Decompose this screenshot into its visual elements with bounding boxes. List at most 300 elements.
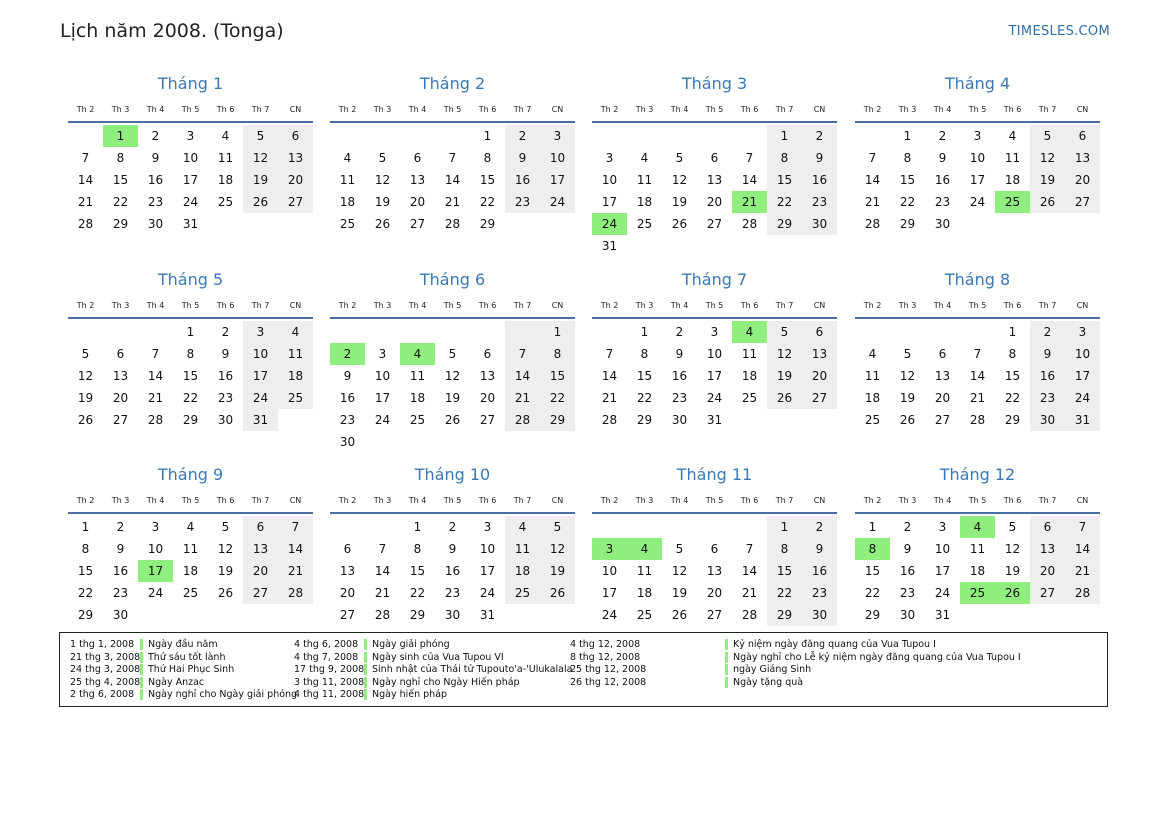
day-cell[interactable]: 5 — [675, 151, 684, 165]
day-cell[interactable]: 7 — [745, 542, 754, 556]
day-cell[interactable]: 8 — [1008, 347, 1017, 361]
day-cell[interactable]: 30 — [444, 608, 461, 622]
day-cell[interactable]: 23 — [514, 195, 531, 209]
day-cell[interactable]: 9 — [815, 151, 824, 165]
day-cell[interactable]: 2 — [151, 129, 160, 143]
day-cell[interactable]: 11 — [1004, 151, 1021, 165]
day-cell[interactable]: 27 — [811, 391, 828, 405]
day-cell[interactable]: 6 — [938, 347, 947, 361]
day-cell[interactable]: 8 — [780, 151, 789, 165]
day-cell[interactable]: 31 — [252, 413, 269, 427]
day-cell[interactable]: 13 — [252, 542, 269, 556]
day-cell[interactable]: 29 — [899, 217, 916, 231]
day-cell[interactable]: 1 — [81, 520, 90, 534]
day-cell[interactable]: 11 — [741, 347, 758, 361]
day-cell[interactable]: 25 — [514, 586, 531, 600]
day-cell[interactable]: 1 — [483, 129, 492, 143]
day-cell[interactable]: 9 — [938, 151, 947, 165]
day-cell[interactable]: 23 — [444, 586, 461, 600]
day-cell[interactable]: 24 — [479, 586, 496, 600]
day-cell[interactable]: 11 — [339, 173, 356, 187]
day-cell[interactable]: 27 — [409, 217, 426, 231]
day-cell[interactable]: 8 — [780, 542, 789, 556]
day-cell[interactable]: 4 — [640, 151, 649, 165]
day-cell[interactable]: 25 — [636, 608, 653, 622]
day-cell[interactable]: 2 — [221, 325, 230, 339]
day-cell[interactable]: 11 — [287, 347, 304, 361]
day-cell[interactable]: 9 — [1043, 347, 1052, 361]
day-cell[interactable]: 15 — [776, 173, 793, 187]
day-cell[interactable]: 17 — [601, 586, 618, 600]
day-cell[interactable]: 21 — [287, 564, 304, 578]
day-cell[interactable]: 24 — [934, 586, 951, 600]
day-cell[interactable]: 17 — [252, 369, 269, 383]
day-cell[interactable]: 27 — [287, 195, 304, 209]
day-cell[interactable]: 29 — [77, 608, 94, 622]
day-cell[interactable]: 10 — [1074, 347, 1091, 361]
day-cell[interactable]: 26 — [549, 586, 566, 600]
day-cell[interactable]: 24 — [1074, 391, 1091, 405]
day-cell[interactable]: 31 — [479, 608, 496, 622]
day-cell[interactable]: 21 — [969, 391, 986, 405]
day-cell[interactable]: 2 — [518, 129, 527, 143]
day-cell[interactable]: 12 — [671, 564, 688, 578]
day-cell[interactable]: 24 — [252, 391, 269, 405]
day-cell[interactable]: 3 — [1078, 325, 1087, 339]
day-cell[interactable]: 10 — [374, 369, 391, 383]
day-cell[interactable]: 22 — [77, 586, 94, 600]
day-cell[interactable]: 5 — [1008, 520, 1017, 534]
day-cell[interactable]: 26 — [671, 217, 688, 231]
day-cell[interactable]: 25 — [339, 217, 356, 231]
day-cell[interactable]: 12 — [549, 542, 566, 556]
day-cell[interactable]: 6 — [291, 129, 300, 143]
day-cell[interactable]: 26 — [374, 217, 391, 231]
day-cell[interactable]: 9 — [116, 542, 125, 556]
day-cell[interactable]: 15 — [549, 369, 566, 383]
holiday-day-cell[interactable]: 8 — [855, 538, 890, 560]
day-cell[interactable]: 13 — [479, 369, 496, 383]
day-cell[interactable]: 25 — [217, 195, 234, 209]
day-cell[interactable]: 19 — [671, 586, 688, 600]
day-cell[interactable]: 25 — [864, 413, 881, 427]
day-cell[interactable]: 3 — [151, 520, 160, 534]
day-cell[interactable]: 2 — [815, 129, 824, 143]
day-cell[interactable]: 7 — [151, 347, 160, 361]
day-cell[interactable]: 14 — [864, 173, 881, 187]
holiday-day-cell[interactable]: 21 — [732, 191, 767, 213]
day-cell[interactable]: 15 — [112, 173, 129, 187]
day-cell[interactable]: 29 — [864, 608, 881, 622]
day-cell[interactable]: 31 — [601, 239, 618, 253]
day-cell[interactable]: 17 — [549, 173, 566, 187]
day-cell[interactable]: 17 — [934, 564, 951, 578]
day-cell[interactable]: 30 — [217, 413, 234, 427]
day-cell[interactable]: 28 — [969, 413, 986, 427]
day-cell[interactable]: 20 — [1074, 173, 1091, 187]
day-cell[interactable]: 20 — [934, 391, 951, 405]
day-cell[interactable]: 2 — [903, 520, 912, 534]
day-cell[interactable]: 7 — [868, 151, 877, 165]
day-cell[interactable]: 22 — [776, 195, 793, 209]
day-cell[interactable]: 11 — [217, 151, 234, 165]
day-cell[interactable]: 2 — [938, 129, 947, 143]
holiday-day-cell[interactable]: 4 — [400, 343, 435, 365]
day-cell[interactable]: 18 — [217, 173, 234, 187]
day-cell[interactable]: 5 — [448, 347, 457, 361]
day-cell[interactable]: 13 — [409, 173, 426, 187]
day-cell[interactable]: 19 — [1004, 564, 1021, 578]
day-cell[interactable]: 28 — [864, 217, 881, 231]
day-cell[interactable]: 27 — [706, 217, 723, 231]
day-cell[interactable]: 15 — [182, 369, 199, 383]
day-cell[interactable]: 13 — [339, 564, 356, 578]
day-cell[interactable]: 8 — [81, 542, 90, 556]
day-cell[interactable]: 14 — [374, 564, 391, 578]
holiday-day-cell[interactable]: 4 — [732, 321, 767, 343]
day-cell[interactable]: 29 — [479, 217, 496, 231]
day-cell[interactable]: 7 — [448, 151, 457, 165]
holiday-day-cell[interactable]: 1 — [103, 125, 138, 147]
day-cell[interactable]: 27 — [112, 413, 129, 427]
day-cell[interactable]: 11 — [636, 173, 653, 187]
day-cell[interactable]: 14 — [1074, 542, 1091, 556]
day-cell[interactable]: 1 — [553, 325, 562, 339]
day-cell[interactable]: 8 — [413, 542, 422, 556]
holiday-day-cell[interactable]: 4 — [627, 538, 662, 560]
day-cell[interactable]: 29 — [409, 608, 426, 622]
day-cell[interactable]: 24 — [182, 195, 199, 209]
day-cell[interactable]: 30 — [811, 217, 828, 231]
day-cell[interactable]: 16 — [671, 369, 688, 383]
day-cell[interactable]: 23 — [217, 391, 234, 405]
holiday-day-cell[interactable]: 25 — [995, 191, 1030, 213]
day-cell[interactable]: 5 — [780, 325, 789, 339]
day-cell[interactable]: 26 — [217, 586, 234, 600]
day-cell[interactable]: 15 — [77, 564, 94, 578]
day-cell[interactable]: 13 — [811, 347, 828, 361]
day-cell[interactable]: 7 — [973, 347, 982, 361]
day-cell[interactable]: 10 — [147, 542, 164, 556]
day-cell[interactable]: 18 — [741, 369, 758, 383]
day-cell[interactable]: 29 — [182, 413, 199, 427]
day-cell[interactable]: 25 — [182, 586, 199, 600]
day-cell[interactable]: 22 — [776, 586, 793, 600]
day-cell[interactable]: 31 — [706, 413, 723, 427]
holiday-day-cell[interactable]: 25 — [960, 582, 995, 604]
day-cell[interactable]: 26 — [1039, 195, 1056, 209]
day-cell[interactable]: 17 — [374, 391, 391, 405]
day-cell[interactable]: 20 — [339, 586, 356, 600]
day-cell[interactable]: 2 — [1043, 325, 1052, 339]
day-cell[interactable]: 2 — [815, 520, 824, 534]
day-cell[interactable]: 22 — [1004, 391, 1021, 405]
day-cell[interactable]: 21 — [601, 391, 618, 405]
day-cell[interactable]: 10 — [252, 347, 269, 361]
day-cell[interactable]: 5 — [903, 347, 912, 361]
day-cell[interactable]: 2 — [675, 325, 684, 339]
day-cell[interactable]: 30 — [671, 413, 688, 427]
day-cell[interactable]: 18 — [636, 586, 653, 600]
day-cell[interactable]: 20 — [706, 195, 723, 209]
day-cell[interactable]: 17 — [182, 173, 199, 187]
day-cell[interactable]: 12 — [217, 542, 234, 556]
day-cell[interactable]: 4 — [343, 151, 352, 165]
day-cell[interactable]: 17 — [479, 564, 496, 578]
day-cell[interactable]: 7 — [1078, 520, 1087, 534]
day-cell[interactable]: 14 — [601, 369, 618, 383]
day-cell[interactable]: 1 — [868, 520, 877, 534]
day-cell[interactable]: 20 — [409, 195, 426, 209]
day-cell[interactable]: 10 — [182, 151, 199, 165]
day-cell[interactable]: 14 — [969, 369, 986, 383]
day-cell[interactable]: 23 — [339, 413, 356, 427]
day-cell[interactable]: 28 — [77, 217, 94, 231]
day-cell[interactable]: 14 — [514, 369, 531, 383]
day-cell[interactable]: 28 — [374, 608, 391, 622]
day-cell[interactable]: 7 — [605, 347, 614, 361]
day-cell[interactable]: 11 — [182, 542, 199, 556]
day-cell[interactable]: 22 — [479, 195, 496, 209]
day-cell[interactable]: 5 — [221, 520, 230, 534]
day-cell[interactable]: 6 — [710, 542, 719, 556]
day-cell[interactable]: 10 — [601, 173, 618, 187]
day-cell[interactable]: 20 — [811, 369, 828, 383]
day-cell[interactable]: 2 — [116, 520, 125, 534]
day-cell[interactable]: 19 — [77, 391, 94, 405]
day-cell[interactable]: 24 — [969, 195, 986, 209]
day-cell[interactable]: 24 — [706, 391, 723, 405]
day-cell[interactable]: 15 — [864, 564, 881, 578]
day-cell[interactable]: 17 — [706, 369, 723, 383]
day-cell[interactable]: 11 — [864, 369, 881, 383]
day-cell[interactable]: 5 — [81, 347, 90, 361]
day-cell[interactable]: 31 — [1074, 413, 1091, 427]
day-cell[interactable]: 31 — [182, 217, 199, 231]
day-cell[interactable]: 10 — [549, 151, 566, 165]
day-cell[interactable]: 5 — [675, 542, 684, 556]
day-cell[interactable]: 12 — [1039, 151, 1056, 165]
day-cell[interactable]: 24 — [601, 608, 618, 622]
day-cell[interactable]: 30 — [112, 608, 129, 622]
day-cell[interactable]: 21 — [1074, 564, 1091, 578]
day-cell[interactable]: 15 — [1004, 369, 1021, 383]
day-cell[interactable]: 13 — [1039, 542, 1056, 556]
holiday-day-cell[interactable]: 4 — [960, 516, 995, 538]
day-cell[interactable]: 21 — [374, 586, 391, 600]
day-cell[interactable]: 17 — [1074, 369, 1091, 383]
day-cell[interactable]: 21 — [444, 195, 461, 209]
day-cell[interactable]: 3 — [553, 129, 562, 143]
day-cell[interactable]: 5 — [378, 151, 387, 165]
day-cell[interactable]: 16 — [217, 369, 234, 383]
day-cell[interactable]: 29 — [776, 608, 793, 622]
day-cell[interactable]: 23 — [112, 586, 129, 600]
day-cell[interactable]: 19 — [252, 173, 269, 187]
day-cell[interactable]: 22 — [409, 586, 426, 600]
day-cell[interactable]: 1 — [780, 129, 789, 143]
day-cell[interactable]: 30 — [1039, 413, 1056, 427]
day-cell[interactable]: 22 — [636, 391, 653, 405]
day-cell[interactable]: 8 — [903, 151, 912, 165]
day-cell[interactable]: 1 — [780, 520, 789, 534]
day-cell[interactable]: 4 — [291, 325, 300, 339]
day-cell[interactable]: 27 — [252, 586, 269, 600]
day-cell[interactable]: 23 — [899, 586, 916, 600]
day-cell[interactable]: 2 — [448, 520, 457, 534]
day-cell[interactable]: 4 — [1008, 129, 1017, 143]
day-cell[interactable]: 3 — [973, 129, 982, 143]
day-cell[interactable]: 12 — [77, 369, 94, 383]
day-cell[interactable]: 23 — [811, 586, 828, 600]
day-cell[interactable]: 27 — [479, 413, 496, 427]
day-cell[interactable]: 8 — [640, 347, 649, 361]
day-cell[interactable]: 1 — [903, 129, 912, 143]
day-cell[interactable]: 13 — [934, 369, 951, 383]
day-cell[interactable]: 26 — [899, 413, 916, 427]
day-cell[interactable]: 19 — [444, 391, 461, 405]
day-cell[interactable]: 29 — [112, 217, 129, 231]
day-cell[interactable]: 4 — [221, 129, 230, 143]
day-cell[interactable]: 15 — [899, 173, 916, 187]
day-cell[interactable]: 18 — [636, 195, 653, 209]
day-cell[interactable]: 28 — [287, 586, 304, 600]
day-cell[interactable]: 19 — [776, 369, 793, 383]
day-cell[interactable]: 28 — [1074, 586, 1091, 600]
day-cell[interactable]: 26 — [444, 413, 461, 427]
holiday-day-cell[interactable]: 2 — [330, 343, 365, 365]
day-cell[interactable]: 10 — [479, 542, 496, 556]
day-cell[interactable]: 9 — [221, 347, 230, 361]
day-cell[interactable]: 22 — [899, 195, 916, 209]
day-cell[interactable]: 19 — [217, 564, 234, 578]
day-cell[interactable]: 30 — [811, 608, 828, 622]
day-cell[interactable]: 12 — [252, 151, 269, 165]
day-cell[interactable]: 30 — [339, 435, 356, 449]
day-cell[interactable]: 8 — [116, 151, 125, 165]
day-cell[interactable]: 14 — [77, 173, 94, 187]
day-cell[interactable]: 19 — [374, 195, 391, 209]
day-cell[interactable]: 15 — [479, 173, 496, 187]
day-cell[interactable]: 9 — [151, 151, 160, 165]
day-cell[interactable]: 4 — [868, 347, 877, 361]
day-cell[interactable]: 5 — [1043, 129, 1052, 143]
day-cell[interactable]: 3 — [605, 151, 614, 165]
day-cell[interactable]: 18 — [514, 564, 531, 578]
day-cell[interactable]: 1 — [1008, 325, 1017, 339]
day-cell[interactable]: 16 — [811, 564, 828, 578]
day-cell[interactable]: 18 — [409, 391, 426, 405]
day-cell[interactable]: 12 — [899, 369, 916, 383]
day-cell[interactable]: 16 — [514, 173, 531, 187]
day-cell[interactable]: 10 — [601, 564, 618, 578]
day-cell[interactable]: 6 — [815, 325, 824, 339]
day-cell[interactable]: 29 — [776, 217, 793, 231]
day-cell[interactable]: 16 — [112, 564, 129, 578]
day-cell[interactable]: 6 — [710, 151, 719, 165]
day-cell[interactable]: 6 — [256, 520, 265, 534]
day-cell[interactable]: 6 — [343, 542, 352, 556]
day-cell[interactable]: 28 — [601, 413, 618, 427]
day-cell[interactable]: 15 — [409, 564, 426, 578]
day-cell[interactable]: 6 — [413, 151, 422, 165]
day-cell[interactable]: 8 — [483, 151, 492, 165]
day-cell[interactable]: 21 — [514, 391, 531, 405]
day-cell[interactable]: 24 — [549, 195, 566, 209]
day-cell[interactable]: 1 — [186, 325, 195, 339]
day-cell[interactable]: 28 — [444, 217, 461, 231]
day-cell[interactable]: 17 — [601, 195, 618, 209]
day-cell[interactable]: 3 — [256, 325, 265, 339]
day-cell[interactable]: 28 — [741, 608, 758, 622]
day-cell[interactable]: 16 — [934, 173, 951, 187]
day-cell[interactable]: 27 — [934, 413, 951, 427]
day-cell[interactable]: 15 — [776, 564, 793, 578]
day-cell[interactable]: 3 — [710, 325, 719, 339]
day-cell[interactable]: 29 — [1004, 413, 1021, 427]
day-cell[interactable]: 23 — [934, 195, 951, 209]
day-cell[interactable]: 16 — [811, 173, 828, 187]
day-cell[interactable]: 9 — [448, 542, 457, 556]
day-cell[interactable]: 22 — [864, 586, 881, 600]
day-cell[interactable]: 12 — [671, 173, 688, 187]
day-cell[interactable]: 22 — [549, 391, 566, 405]
day-cell[interactable]: 19 — [549, 564, 566, 578]
day-cell[interactable]: 11 — [409, 369, 426, 383]
day-cell[interactable]: 13 — [1074, 151, 1091, 165]
day-cell[interactable]: 18 — [182, 564, 199, 578]
day-cell[interactable]: 26 — [671, 608, 688, 622]
day-cell[interactable]: 16 — [147, 173, 164, 187]
day-cell[interactable]: 24 — [147, 586, 164, 600]
day-cell[interactable]: 1 — [640, 325, 649, 339]
day-cell[interactable]: 28 — [514, 413, 531, 427]
day-cell[interactable]: 26 — [252, 195, 269, 209]
holiday-day-cell[interactable]: 3 — [592, 538, 627, 560]
day-cell[interactable]: 11 — [514, 542, 531, 556]
day-cell[interactable]: 14 — [444, 173, 461, 187]
day-cell[interactable]: 29 — [549, 413, 566, 427]
day-cell[interactable]: 13 — [112, 369, 129, 383]
day-cell[interactable]: 8 — [186, 347, 195, 361]
day-cell[interactable]: 20 — [1039, 564, 1056, 578]
day-cell[interactable]: 14 — [147, 369, 164, 383]
day-cell[interactable]: 12 — [374, 173, 391, 187]
day-cell[interactable]: 20 — [706, 586, 723, 600]
day-cell[interactable]: 23 — [1039, 391, 1056, 405]
day-cell[interactable]: 25 — [741, 391, 758, 405]
day-cell[interactable]: 10 — [706, 347, 723, 361]
day-cell[interactable]: 6 — [1043, 520, 1052, 534]
day-cell[interactable]: 14 — [287, 542, 304, 556]
day-cell[interactable]: 13 — [706, 564, 723, 578]
holiday-day-cell[interactable]: 26 — [995, 582, 1030, 604]
holiday-day-cell[interactable]: 17 — [138, 560, 173, 582]
day-cell[interactable]: 14 — [741, 173, 758, 187]
day-cell[interactable]: 4 — [518, 520, 527, 534]
day-cell[interactable]: 30 — [934, 217, 951, 231]
day-cell[interactable]: 8 — [553, 347, 562, 361]
day-cell[interactable]: 23 — [811, 195, 828, 209]
day-cell[interactable]: 21 — [741, 586, 758, 600]
holiday-day-cell[interactable]: 24 — [592, 213, 627, 235]
day-cell[interactable]: 29 — [636, 413, 653, 427]
day-cell[interactable]: 25 — [636, 217, 653, 231]
day-cell[interactable]: 20 — [287, 173, 304, 187]
day-cell[interactable]: 12 — [444, 369, 461, 383]
day-cell[interactable]: 27 — [1074, 195, 1091, 209]
day-cell[interactable]: 6 — [483, 347, 492, 361]
